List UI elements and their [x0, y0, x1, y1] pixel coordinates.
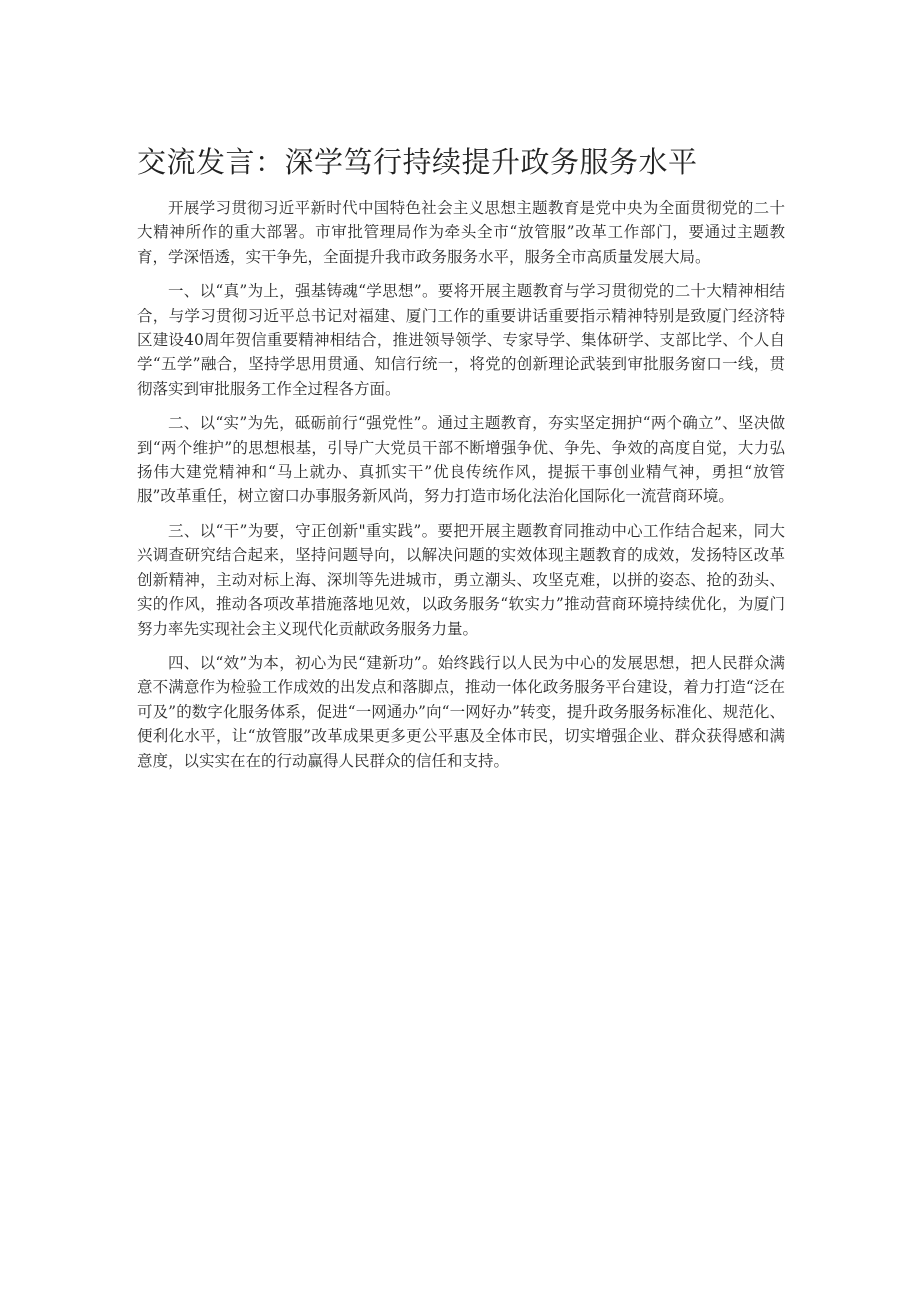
section-three-paragraph: 三、以“干”为要，守正创新"重实践”。要把开展主题教育同推动中心工作结合起来，同大兴调查研究结合起来，坚持问题导向，以解决问题的实效体现主题教育的成效，发扬特区改革创新精神，主动对标上海、深圳等先进城市，勇立潮头、攻坚克难，以拼的姿态、抢的劲头、实的作风，推动各项改革措施落地见效，以政务服务“软实力”推动营商环境持续优化，为厦门努力率先实现社会主义现代化贡献政务服务力量。	[137, 521, 785, 638]
section-one-paragraph: 一、以“真”为上，强基铸魂“学思想”。要将开展主题教育与学习贯彻党的二十大精神相结合，与学习贯彻习近平总书记对福建、厦门工作的重要讲话重要指示精神特别是致厦门经济特区建设40周年贺信重要精神相结合，推进领导领学、专家导学、集体研学、支部比学、个人自学“五学”融合，坚持学思用贯通、知信行统一，将党的创新理论武装到审批服务窗口一线，贯彻落实到审批服务工作全过程各方面。	[137, 282, 785, 398]
intro-paragraph: 开展学习贯彻习近平新时代中国特色社会主义思想主题教育是党中央为全面贯彻党的二十大精神所作的重大部署。市审批管理局作为牵头全市“放管服”改革工作部门，要通过主题教育，学深悟透，实干争先，全面提升我市政务服务水平，服务全市高质量发展大局。	[137, 199, 785, 266]
document-title: 交流发言：深学笃行持续提升政务服务水平	[137, 145, 698, 179]
document-body	[137, 196, 785, 783]
section-four-paragraph: 四、以“效”为本，初心为民“建新功”。始终践行以人民为中心的发展思想，把人民群众满意不满意作为检验工作成效的出发点和落脚点，推动一体化政务服务平台建设，着力打造“泛在可及”的数字化服务体系，促进“一网通办”向“一网好办”转变，提升政务服务标准化、规范化、便利化水平，让“放管服”改革成果更多更公平惠及全体市民，切实增强企业、群众获得感和满意度，以实实在在的行动赢得人民群众的信任和支持。	[137, 653, 785, 770]
section-two-paragraph: 二、以“实”为先，砥砺前行“强党性”。通过主题教育，夯实坚定拥护“两个确立”、坚决做到“两个维护”的思想根基，引导广大党员干部不断增强争优、争先、争效的高度自觉，大力弘扬伟大建党精神和“马上就办、真抓实干”优良传统作风，提振干事创业精气神，勇担“放管服”改革重任，树立窗口办事服务新风尚，努力打造市场化法治化国际化一流营商环境。	[137, 414, 785, 506]
